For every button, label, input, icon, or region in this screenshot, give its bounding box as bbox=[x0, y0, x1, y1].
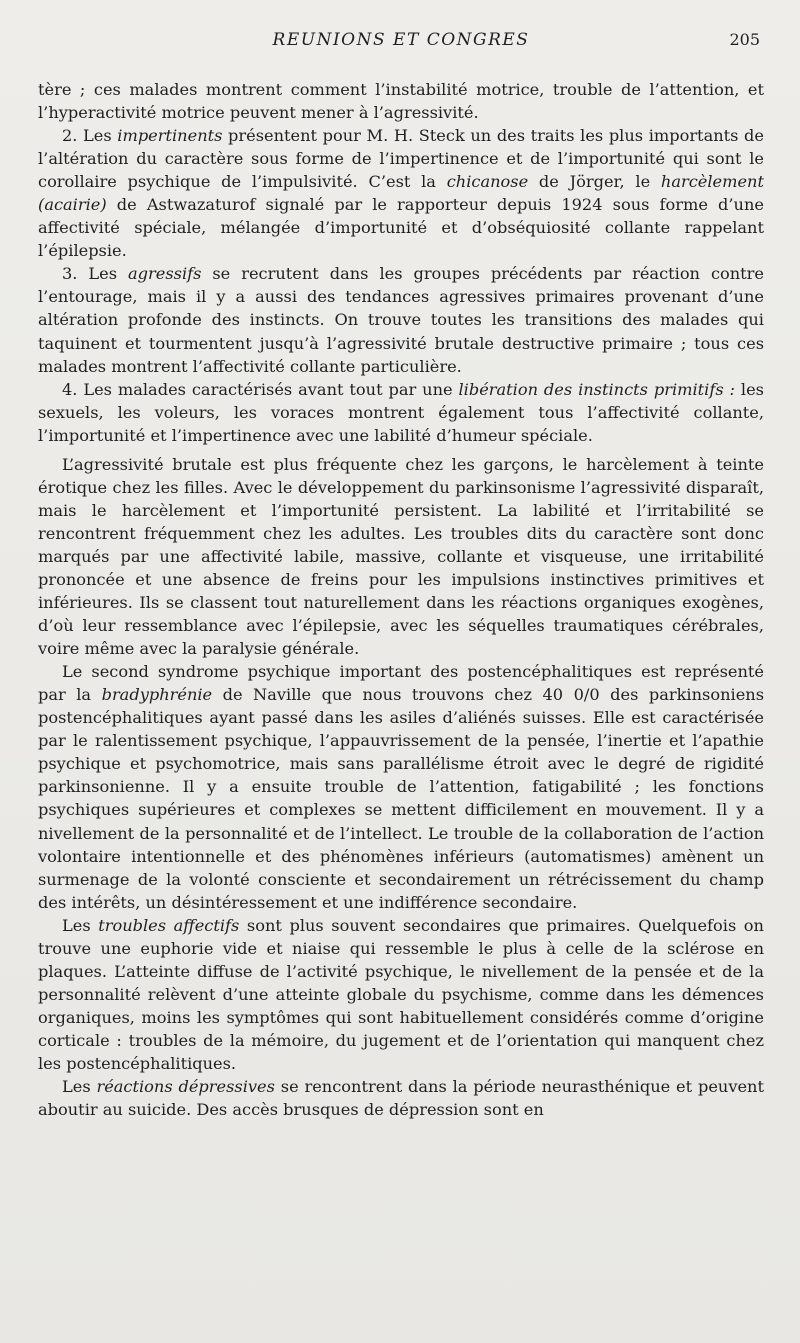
text-segment: tère ; ces malades montrent comment l’instabilité motrice, trouble de l’attention, et l’hyperactivité motrice peuvent mener à l’agressivité. bbox=[38, 80, 764, 123]
page-number: 205 bbox=[729, 30, 760, 49]
paragraph bbox=[38, 1075, 764, 1121]
paragraph bbox=[38, 453, 764, 660]
text-segment: L’agressivité brutale est plus fréquente chez les garçons, le harcèlement à teinte érotique chez les filles. Avec le développement du parkinsonisme l’agressivité disparaît, mais le harcèlement et l’importunité persistent. La labilité et l’irritabilité se rencontrent fréquemment chez les adultes. Les troubles dits du caractère sont donc marqués par une affectivité labile, massive, collante et visqueuse, une irritabilité prononcée et une absence de freins pour les impulsions instinctives primitives et inférieures. Ils se classent tout naturellement dans les réactions organiques exogènes, d’où leur ressemblance avec l’épilepsie, avec les séquelles traumatiques cérébrales, voire même avec la paralysie générale. bbox=[38, 454, 764, 659]
italic-term: bradyphrénie bbox=[101, 685, 213, 705]
text-segment: Le second syndrome psychique important des postencéphalitiques est représenté par la bbox=[38, 662, 764, 705]
paragraph bbox=[38, 660, 764, 914]
italic-term: troubles affectifs bbox=[98, 915, 240, 935]
body-text bbox=[38, 78, 764, 1121]
text-segment: les sexuels, les voleurs, les voraces montrent également tous l’affectivité collante, l’importunité et l’impertinence avec une labilité d’humeur spéciale. bbox=[38, 379, 764, 445]
paragraph bbox=[38, 262, 764, 377]
text-segment: de Naville que nous trouvons chez 40 0/0 des parkinsoniens postencéphalitiques ayant passé dans les asiles d’aliénés suisses. Elle est caractérisée par le ralentissement psychique, l’appauvrissement de la pensée, l’inertie et l’apathie psychique et psychomotrice, mais sans parallélisme étroit avec le degré de rigidité parkinsonienne. Il y a ensuite trouble de l’attention, fatigabilité ; les fonctions psychiques supérieures et complexes se mettent difficilement en mouvement. Il y a nivellement de la personnalité et de l’intellect. Le trouble de la collaboration de l’action volontaire intentionnelle et des phénomènes inférieurs (automatismes) amènent un surmenage de la volonté consciente et secondairement un rétrécissement du champ des intérêts, un désintéressement et une indifférence secondaire. bbox=[38, 685, 765, 912]
text-segment: se rencontrent dans la période neurasthénique et peuvent aboutir au suicide. Des accès brusques de dépression sont en bbox=[38, 1077, 764, 1120]
text-segment: 3. Les bbox=[62, 264, 128, 284]
paragraph bbox=[38, 914, 764, 1075]
paragraph bbox=[38, 78, 764, 124]
paragraph bbox=[38, 124, 764, 262]
italic-term: réactions dépressives bbox=[96, 1077, 275, 1097]
page-header bbox=[38, 30, 764, 58]
italic-term: harcèlement (acairie) bbox=[38, 172, 764, 215]
text-segment: de Astwazaturof signalé par le rapporteur depuis 1924 sous forme d’une affectivité spéciale, mélangée d’importunité et d’obséquiosité collante rappelant l’épilepsie. bbox=[38, 195, 764, 261]
text-segment: 4. Les malades caractérisés avant tout par une bbox=[62, 379, 459, 399]
text-segment: présentent pour M. H. Steck un des traits les plus importants de l’altération du caractère sous forme de l’impertinence et de l’importunité qui sont le corollaire psychique de l’impulsivité. C’est la bbox=[38, 126, 764, 192]
text-segment: Les bbox=[62, 1077, 97, 1097]
italic-term: agressifs bbox=[128, 264, 202, 284]
text-segment: Les bbox=[62, 915, 99, 935]
text-segment: sont plus souvent secondaires que primaires. Quelquefois on trouve une euphorie vide et niaise qui ressemble le plus à celle de la sclérose en plaques. L’atteinte diffuse de l’activité psychique, le nivellement de la pensée et de la personnalité relèvent d’une atteinte globale du psychisme, comme dans les démences organiques, moins les symptômes qui sont habituellement considérés comme d’origine corticale : troubles de la mémoire, du jugement et de l’orientation qui manquent chez les postencéphalitiques. bbox=[38, 915, 764, 1073]
text-segment: 2. Les bbox=[62, 126, 118, 146]
text-segment: de Jörger, le bbox=[528, 172, 661, 192]
paragraph bbox=[38, 378, 764, 447]
text-segment: se recrutent dans les groupes précédents par réaction contre l’entourage, mais il y a aussi des tendances agressives primaires provenant d’une altération profonde des instincts. On trouve toutes les transitions des malades qui taquinent et tourmentent jusqu’à l’agressivité brutale destructive primaire ; tous ces malades montrent l’affectivité collante particulière. bbox=[38, 264, 765, 376]
italic-term: chicanose bbox=[446, 172, 529, 192]
running-title: REUNIONS ET CONGRES bbox=[272, 30, 530, 50]
italic-term: libération des instincts primitifs : bbox=[458, 379, 736, 399]
italic-term: impertinents bbox=[117, 126, 223, 146]
